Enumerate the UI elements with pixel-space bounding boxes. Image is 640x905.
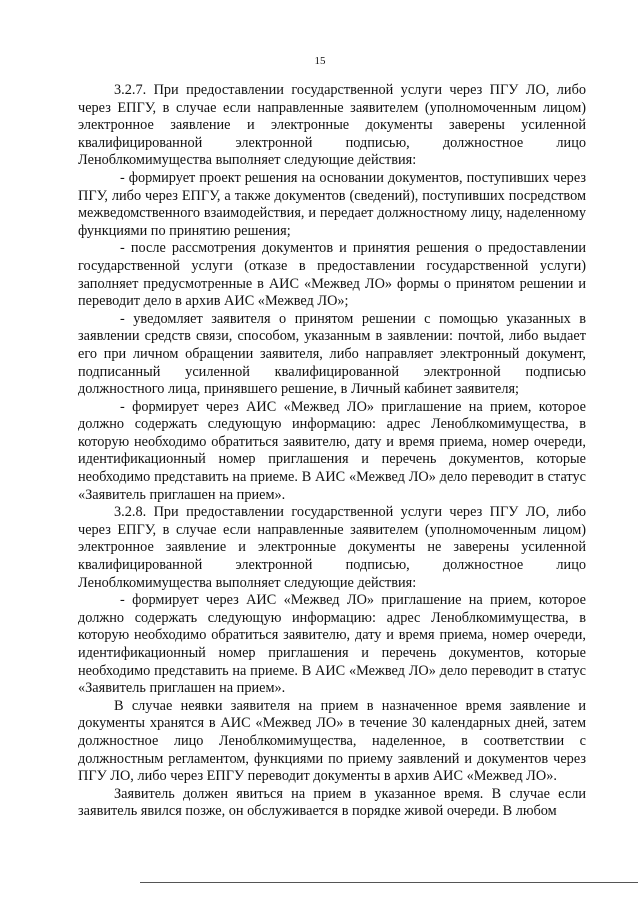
list-item-form-invitation: - формирует через АИС «Межвед ЛО» приглашение на прием, которое должно содержать следующую информацию: адрес Леноблкомимущества, в которую необходимо обратиться заявителю, дату и время приема, номер очереди, идентификационный номер приглашения и перечень документов, которые необходимо представить на приеме. В АИС «Межвед ЛО» дело переводит в статус «Заявитель приглашен на прием». xyxy=(78,398,586,503)
paragraph-no-show: В случае неявки заявителя на прием в назначенное время заявление и документы хранятся в АИС «Межвед ЛО» в течение 30 календарных дней, затем должностное лицо Леноблкомимущества, наделенное, в соответствии с должностным регламентом, функциями по приему заявлений и документов через ПГУ ЛО, либо через ЕПГУ переводит документы в архив АИС «Межвед ЛО». xyxy=(78,697,586,785)
list-item-fill-forms-archive: - после рассмотрения документов и принятия решения о предоставлении государственной услуги (отказе в предоставлении государственной услуги) заполняет предусмотренные в АИС «Межвед ЛО» формы о принятом решении и переводит дело в архив АИС «Межвед ЛО»; xyxy=(78,240,586,310)
list-item-form-invitation-unsigned: - формирует через АИС «Межвед ЛО» приглашение на прием, которое должно содержать следующую информацию: адрес Леноблкомимущества, в которую необходимо обратиться заявителю, дату и время приема, номер очереди, идентификационный номер приглашения и перечень документов, которые необходимо представить на приеме. В АИС «Межвед ЛО» дело переводит в статус «Заявитель приглашен на прием». xyxy=(78,592,586,697)
footer-divider xyxy=(140,882,638,883)
paragraph-3-2-7: 3.2.7. При предоставлении государственной услуги через ПГУ ЛО, либо через ЕПГУ, в случае если направленные заявителем (уполномоченным лицом) электронное заявление и электронные документы заверены усиленной квалифицированной электронной подписью, должностное лицо Леноблкомимущества выполняет следующие действия: xyxy=(78,82,586,169)
paragraph-3-2-8: 3.2.8. При предоставлении государственной услуги через ПГУ ЛО, либо через ЕПГУ, в случае если направленные заявителем (уполномоченным лицом) электронное заявление и электронные документы не заверены усиленной квалифицированной электронной подписью, должностное лицо Леноблкомимущества выполняет следующие действия: xyxy=(78,504,586,591)
page-number: 15 xyxy=(314,55,326,67)
list-item-notify-applicant: - уведомляет заявителя о принятом решении с помощью указанных в заявлении средств связи, способом, указанным в заявлении: почтой, либо выдает его при личном обращении заявителя, либо направляет электронный документ, подписанный усиленной квалифицированной электронной подписью должностного лица, принявшего решение, в Личный кабинет заявителя; xyxy=(78,310,586,398)
paragraph-arrival: Заявитель должен явиться на прием в указанное время. В случае если заявитель явился позже, он обслуживается в порядке живой очереди. В любом xyxy=(78,785,586,820)
document-body xyxy=(78,82,586,821)
list-item-form-draft-decision: - формирует проект решения на основании документов, поступивших через ПГУ, либо через ЕПГУ, а также документов (сведений), поступивших посредством межведомственного взаимодействия, и передает должностному лицу, наделенному функциями по принятию решения; xyxy=(78,169,586,239)
